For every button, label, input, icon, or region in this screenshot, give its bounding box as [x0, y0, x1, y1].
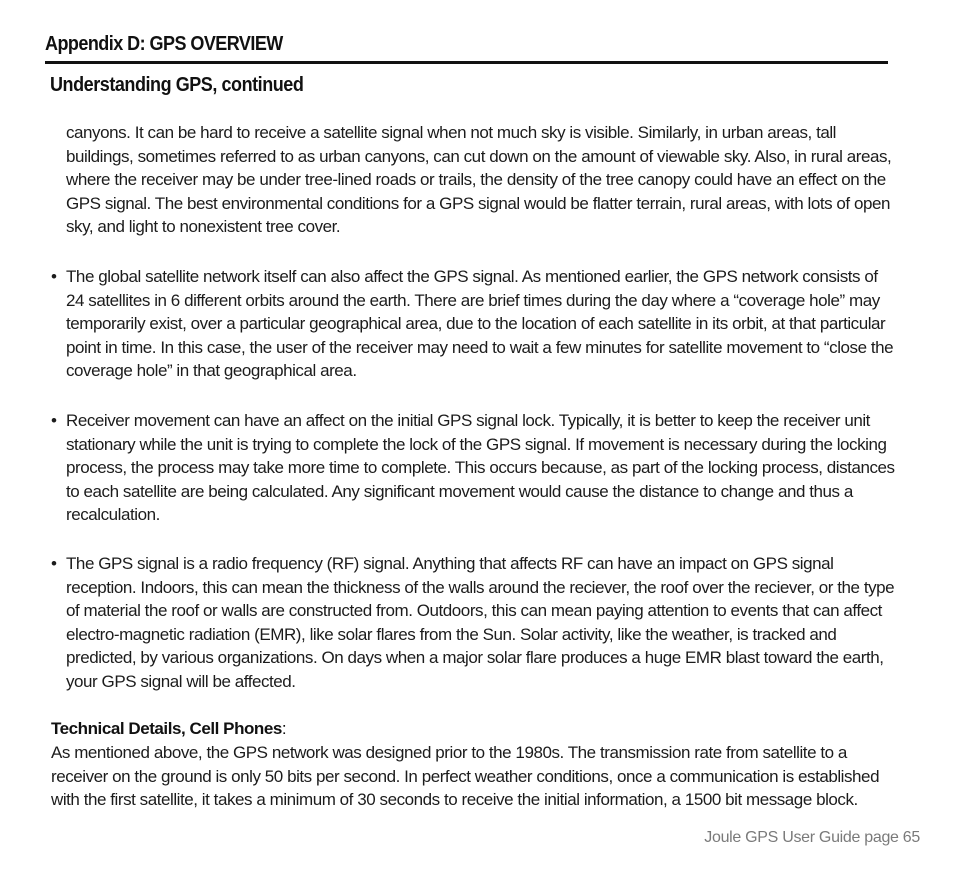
tech-details-heading: [51, 717, 286, 741]
header-divider: [45, 61, 888, 64]
bullet-item: [51, 552, 896, 694]
bullet-text: The global satellite network itself can also affect the GPS signal. As mentioned earlier, the GPS network consists of 24 satellites in 6 different orbits around the earth. There are brief times during the day where a “coverage hole” may temporarily exist, over a particular geographical area, due to the location of each satellite in its orbit, at that particular point in time. In this case, the user of the receiver may need to wait a few minutes for satellite movement to “close the coverage hole” in that geographical area.: [66, 267, 894, 381]
bullet-text: The GPS signal is a radio frequency (RF) signal. Anything that affects RF can have an impact on GPS signal reception. Indoors, this can mean the thickness of the walls around the reciever, the roof over the reciever, or the type of material the roof or walls are constructed from. Outdoors, this can mean paying attention to events that can affect electro-magnetic radiation (EMR), like solar flares from the Sun. Solar activity, like the weather, is tracked and predicted, by various organizations. On days when a major solar flare produces a huge EMR blast toward the earth, your GPS signal will be affected.: [66, 554, 895, 691]
appendix-title: Appendix D: GPS OVERVIEW: [45, 33, 283, 55]
tech-heading-colon: :: [281, 719, 287, 738]
bullet-item: [51, 409, 896, 527]
bullet-dot: •: [51, 554, 57, 573]
tech-heading-label: Technical Details, Cell Phones: [51, 719, 282, 738]
section-title: Understanding GPS, continued: [50, 74, 304, 96]
bullet-dot: •: [51, 267, 57, 286]
bullet-item: [51, 265, 896, 383]
bullet-text: Receiver movement can have an affect on the initial GPS signal lock. Typically, it is better to keep the receiver unit stationary while the unit is trying to complete the lock of the GPS signal. If movement is necessary during the locking process, the process may take more time to complete. This occurs because, as part of the locking process, distances to each satellite are being calculated. Any significant movement would cause the distance to change and thus a recalculation.: [66, 411, 895, 525]
bullet-dot: •: [51, 411, 57, 430]
tech-details-paragraph: As mentioned above, the GPS network was designed prior to the 1980s. The transmission rate from satellite to a receiver on the ground is only 50 bits per second. In perfect weather conditions, once a communication is established with the first satellite, it takes a minimum of 30 seconds to receive the initial information, a 1500 bit message block.: [51, 743, 880, 810]
intro-paragraph: canyons. It can be hard to receive a satellite signal when not much sky is visible. Similarly, in urban areas, tall buildings, sometimes referred to as urban canyons, can cut down on the amount of viewable sky. Also, in rural areas, where the receiver may be under tree-lined roads or trails, the density of the tree canopy could have an effect on the GPS signal. The best environmental conditions for a GPS signal would be flatter terrain, rural areas, with lots of open sky, and light to nonexistent tree cover.: [66, 123, 892, 237]
page-footer: Joule GPS User Guide page 65: [704, 829, 920, 846]
